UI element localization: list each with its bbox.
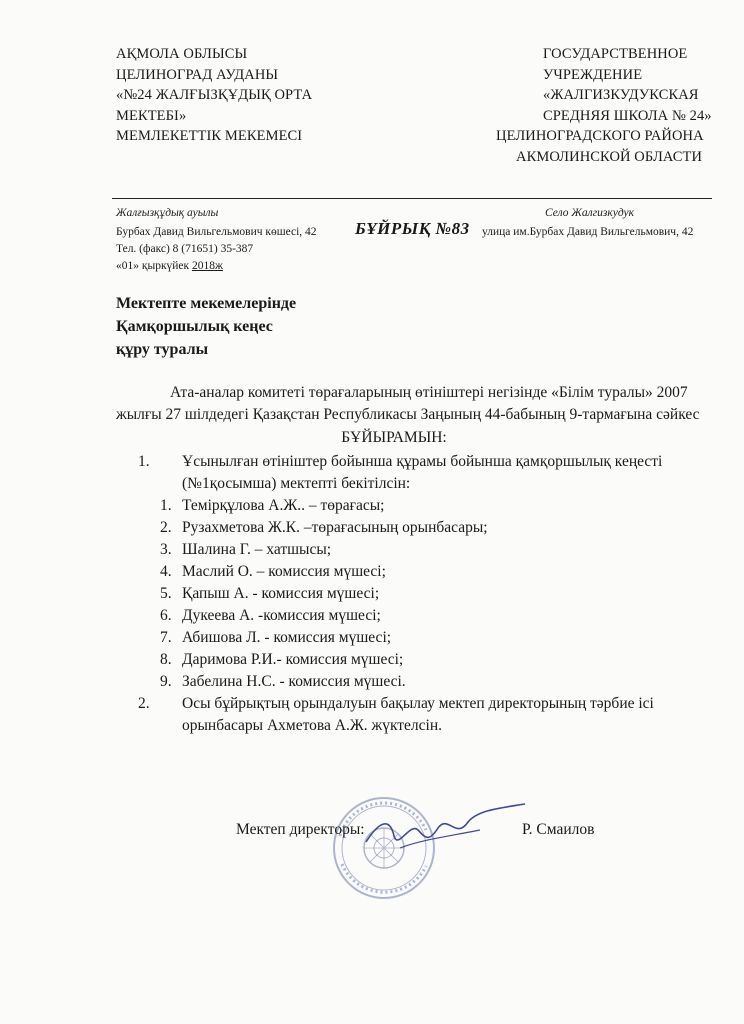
header-divider bbox=[112, 198, 712, 199]
date-year: 2018ж bbox=[192, 260, 223, 272]
street-ru: улица им.Бурбах Давид Вильгельмович, 42 bbox=[482, 226, 694, 238]
member-list-item bbox=[160, 561, 712, 583]
member-list-item bbox=[160, 671, 712, 693]
street-kz: Бурбах Давид Вильгельмович көшесі, 42 bbox=[116, 226, 317, 238]
header-right-line: АКМОЛИНСКОЙ ОБЛАСТИ bbox=[516, 148, 703, 165]
address-left-block bbox=[116, 224, 356, 275]
header-left-line: МЕМЛЕКЕТТІК МЕКЕМЕСІ bbox=[116, 128, 303, 144]
header-right-line: ГОСУДАРСТВЕННОЕ bbox=[543, 46, 688, 62]
member-text: Қапыш А. - комиссия мүшесі; bbox=[182, 585, 380, 602]
decree-word: БҰЙЫРАМЫН: bbox=[341, 429, 447, 446]
member-text: Даримова Р.И.- комиссия мүшесі; bbox=[182, 651, 404, 668]
member-text: Абишова Л. - комиссия мүшесі; bbox=[182, 629, 392, 646]
header-left-block bbox=[116, 44, 416, 147]
member-number: 4. bbox=[160, 563, 172, 580]
director-signature bbox=[360, 800, 530, 860]
member-list-item bbox=[160, 495, 712, 517]
order-title: БҰЙРЫҚ №83 bbox=[355, 219, 470, 238]
member-list-item bbox=[160, 517, 712, 539]
phone: Тел. (факс) 8 (71651) 35-387 bbox=[116, 243, 254, 255]
village-kz: Жалғызқұдық ауылы bbox=[116, 207, 219, 219]
member-text: Рузахметова Ж.К. –төрағасының орынбасары; bbox=[182, 519, 488, 536]
member-list-item bbox=[160, 627, 712, 649]
order-body bbox=[116, 382, 712, 737]
member-number: 5. bbox=[160, 585, 172, 602]
subject-line: құру туралы bbox=[116, 341, 209, 358]
members-list bbox=[116, 495, 712, 693]
member-list-item bbox=[160, 649, 712, 671]
header-left-line: ЦЕЛИНОГРАД АУДАНЫ bbox=[116, 66, 279, 83]
member-number: 2. bbox=[160, 519, 172, 536]
director-name: Р. Смаилов bbox=[522, 821, 595, 838]
subject-line: Қамқоршылық кеңес bbox=[116, 318, 273, 335]
order-date bbox=[116, 258, 356, 275]
member-number: 3. bbox=[160, 541, 172, 558]
member-number: 7. bbox=[160, 629, 172, 646]
item-number: 1. bbox=[138, 453, 150, 470]
header-right-line: УЧРЕЖДЕНИЕ bbox=[543, 66, 643, 83]
member-number: 9. bbox=[160, 673, 172, 690]
order-subject bbox=[116, 292, 296, 361]
item-text: Осы бұйрықтың орындалуын бақылау мектеп директорының тәрбие ісі орынбасары Ахметова А.Ж. жүктелсін. bbox=[182, 695, 654, 734]
header-left-line: «№24 ЖАЛҒЫЗҚҰДЫҚ ОРТА bbox=[116, 87, 313, 103]
subject-line: Мектепте мекемелерінде bbox=[116, 295, 297, 312]
header-left-line: МЕКТЕБІ» bbox=[116, 107, 187, 124]
member-number: 6. bbox=[160, 607, 172, 624]
header-right-line: «ЖАЛГИЗКУДУКСКАЯ bbox=[543, 87, 699, 103]
header-right-line: ЦЕЛИНОГРАДСКОГО РАЙОНА bbox=[496, 128, 704, 144]
director-title: Мектеп директоры: bbox=[236, 821, 365, 838]
header-left-line: АҚМОЛА ОБЛЫСЫ bbox=[116, 46, 248, 62]
date-prefix: «01» қыркүйек bbox=[116, 260, 192, 272]
member-text: Шалина Г. – хатшысы; bbox=[182, 541, 332, 558]
village-ru: Село Жалгизкудук bbox=[545, 207, 634, 219]
order-item-2 bbox=[116, 693, 712, 737]
preamble: Ата-аналар комитеті төрағаларының өтініштері негізінде «Білім туралы» 2007 жылғы 27 шілдедегі Қазақстан Республикасы Заңының 44-бабының 9-тармағына сәйкес bbox=[116, 384, 700, 423]
member-number: 8. bbox=[160, 651, 172, 668]
order-item-1 bbox=[116, 451, 712, 495]
item-number: 2. bbox=[138, 695, 150, 712]
member-list-item bbox=[160, 605, 712, 627]
order-items bbox=[116, 451, 712, 737]
member-text: Темірқұлова А.Ж.. – төрағасы; bbox=[182, 497, 385, 514]
member-text: Маслий О. – комиссия мүшесі; bbox=[182, 563, 386, 580]
member-text: Дукеева А. -комиссия мүшесі; bbox=[182, 607, 381, 624]
member-text: Забелина Н.С. - комиссия мүшесі. bbox=[182, 673, 406, 690]
item-text: Ұсынылған өтініштер бойынша құрамы бойынша қамқоршылық кеңесті (№1қосымша) мектепті бекітілсін: bbox=[182, 453, 663, 492]
header-right-block bbox=[470, 44, 720, 167]
member-number: 1. bbox=[160, 497, 172, 514]
member-list-item bbox=[160, 539, 712, 561]
header-right-line: СРЕДНЯЯ ШКОЛА № 24» bbox=[543, 107, 712, 124]
member-list-item bbox=[160, 583, 712, 605]
